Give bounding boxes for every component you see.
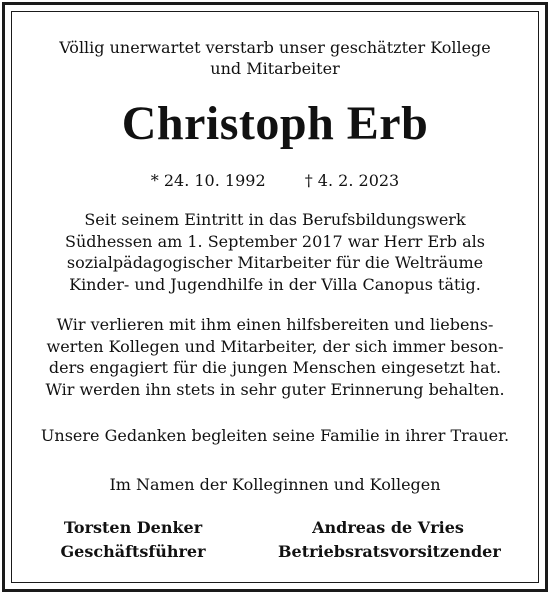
paragraph-line: ders engagiert für die jungen Menschen eingesetzt hat.: [48, 358, 502, 377]
signature-left: [48, 516, 218, 564]
paragraph-line: Wir verlieren mit ihm einen hilfsbereiten und liebens-: [56, 315, 494, 334]
signature-name: Andreas de Vries: [312, 518, 464, 537]
birth-date: * 24. 10. 1992: [150, 171, 266, 190]
deceased-name: Christoph Erb: [121, 97, 429, 150]
paragraph-line: Seit seinem Eintritt in das Berufsbildungswerk: [84, 210, 466, 229]
paragraph-tribute: [0, 314, 550, 400]
paragraph-line: Wir werden ihn stets in sehr guter Erinnerung behalten.: [45, 379, 505, 399]
paragraph-line: Kinder- und Jugendhilfe in der Villa Canopus tätig.: [69, 274, 481, 294]
signature-right: [278, 516, 501, 564]
paragraph-line: werten Kollegen und Mitarbeiter, der sich immer beson-: [46, 336, 504, 356]
signature-role: Geschäftsführer: [60, 542, 206, 561]
outer-border: [2, 2, 548, 592]
signature-role: Betriebsratsvorsitzender: [278, 542, 501, 561]
intro-text: [0, 37, 550, 79]
signature-name: Torsten Denker: [63, 518, 203, 537]
paragraph-line: Südhessen am 1. September 2017 war Herr Erb als: [65, 231, 485, 251]
intro-line: Völlig unerwartet verstarb unser geschätzter Kollege: [59, 38, 491, 57]
death-date: † 4. 2. 2023: [304, 171, 400, 190]
paragraph-line: sozialpädagogischer Mitarbeiter für die Welträume: [66, 253, 484, 272]
life-dates: [0, 170, 550, 192]
intro-line: und Mitarbeiter: [210, 59, 340, 78]
paragraph-condolence: Unsere Gedanken begleiten seine Familie in ihrer Trauer.: [40, 426, 510, 445]
paragraph-career: [0, 209, 550, 295]
closing-line: Im Namen der Kolleginnen und Kollegen: [109, 475, 441, 494]
